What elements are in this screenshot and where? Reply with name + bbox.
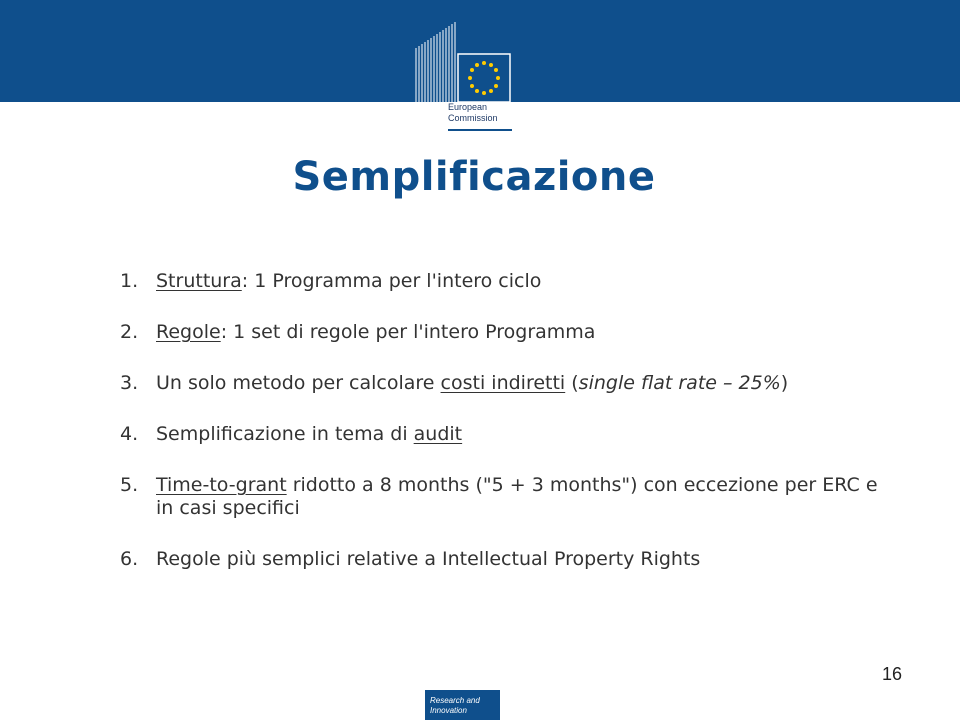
item-text: : 1 Programma per l'intero ciclo [241,270,542,292]
item-number: 1. [120,270,139,292]
slide-title: Semplificazione [292,154,656,200]
item-text: ridotto a 8 months ("5 + 3 months") con eccezione per ERC e in casi specifici [156,474,878,519]
item-text: Regole più semplici relative a Intellectual Property Rights [156,548,701,570]
list-item [120,474,900,520]
simplification-list [120,270,900,571]
item-number: 3. [120,372,139,394]
item-underlined-term: audit [413,423,463,445]
badge-line2: Innovation [430,706,467,715]
list-item [120,548,900,571]
item-underlined-term: Struttura [156,270,242,292]
item-number: 6. [120,548,139,570]
item-italic-text: single flat rate – 25% [578,372,781,394]
item-text: ( [565,372,579,394]
badge-line1: Research and [430,696,480,705]
list-item [120,423,900,446]
logo-underline [448,129,512,131]
item-text: : 1 set di regole per l'intero Programma [220,321,596,343]
research-innovation-badge [425,690,500,720]
ec-building-icon [414,18,514,102]
logo-text [448,102,528,124]
list-item [120,270,900,293]
logo-text-line1: European [448,102,488,112]
item-underlined-term: Time-to-grant [156,474,287,496]
list-item [120,321,900,344]
page-number: 16 [881,664,902,684]
list-item [120,372,900,395]
item-number: 5. [120,474,139,496]
item-underlined-term: costi indiretti [440,372,566,394]
item-underlined-term: Regole [156,321,221,343]
item-number: 2. [120,321,139,343]
item-text: Un solo metodo per calcolare [156,372,441,394]
item-number: 4. [120,423,139,445]
item-text: Semplificazione in tema di [156,423,414,445]
logo-text-line2: Commission [448,113,498,123]
item-text: ) [780,372,789,394]
